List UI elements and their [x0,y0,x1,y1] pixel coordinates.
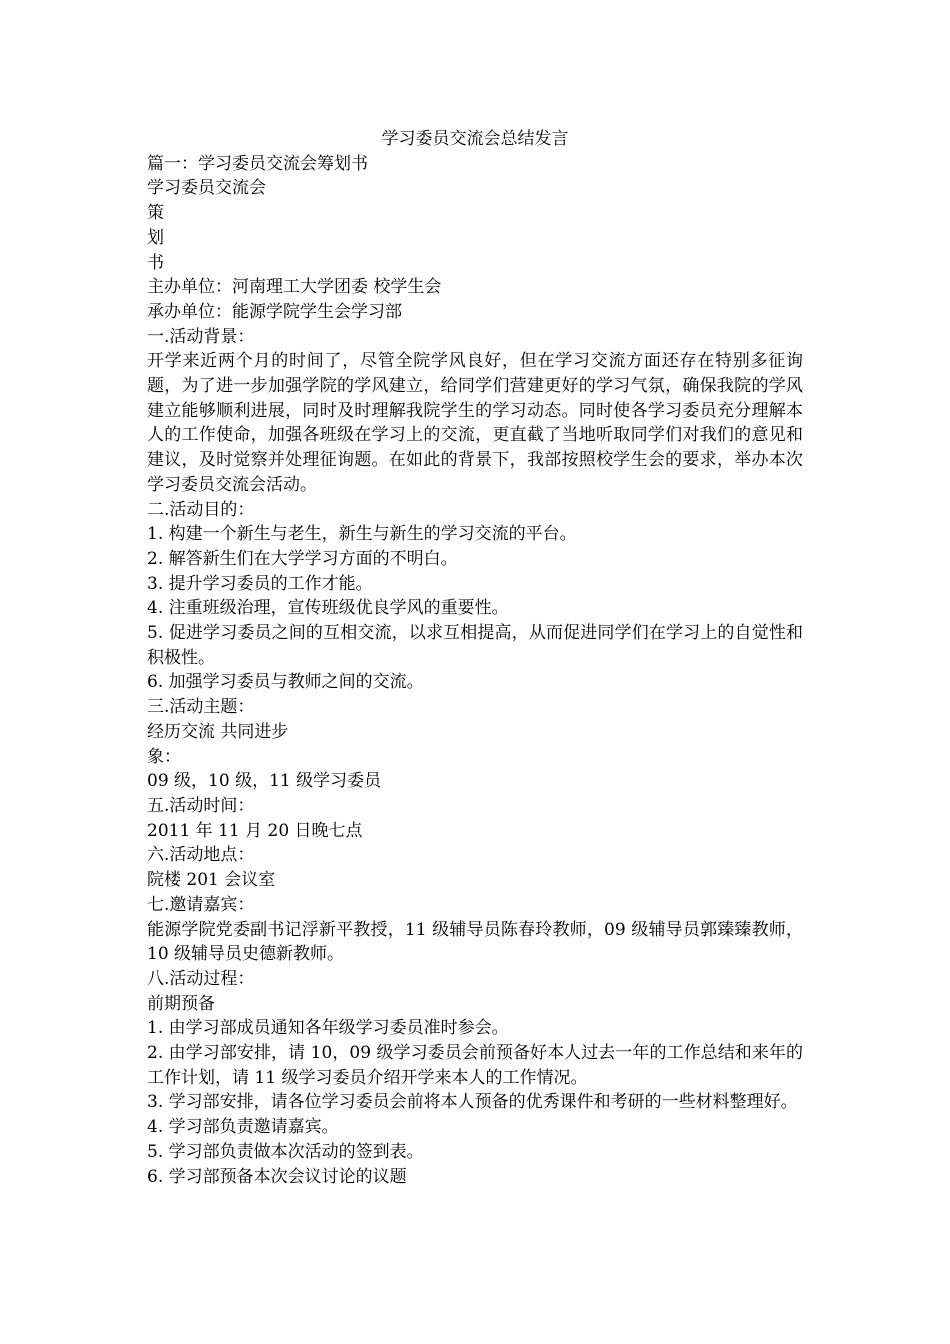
list-item: 4. 注重班级治理，宣传班级优良学风的重要性。 [147,598,509,619]
document-page [147,127,803,1189]
text-line: 策 [147,203,164,224]
text-line: 书 [147,252,164,273]
list-item: 2. 由学习部安排，请 10，09 级学习委员会前预备好本人过去一年的工作总结和来年的工作计划，请 11 级学习委员介绍开学来本人的工作情况。 [147,1043,803,1088]
section-heading: 一.活动背景： [147,326,255,347]
list-item: 3. 学习部安排，请各位学习委员会前将本人预备的优秀课件和考研的一些材料整理好。 [147,1092,798,1113]
list-item: 5. 学习部负责做本次活动的签到表。 [147,1141,424,1162]
list-item: 4. 学习部负责邀请嘉宾。 [147,1117,339,1138]
text-line: 划 [147,227,164,248]
list-item: 6. 学习部预备本次会议讨论的议题 [147,1166,407,1187]
document-title: 学习委员交流会总结发言 [381,129,569,149]
list-item: 2. 解答新生们在大学学习方面的不明白。 [147,548,458,569]
section-heading: 八.活动过程： [147,968,255,989]
text-line: 经历交流 共同进步 [147,721,289,742]
list-item: 5. 促进学习委员之间的互相交流，以求互相提高，从而促进同学们在学习上的自觉性和积极性。 [147,623,803,668]
list-item: 1. 构建一个新生与老生，新生与新生的学习交流的平台。 [147,524,577,545]
paragraph: 开学来近两个月的时间了，尽管全院学风良好，但在学习交流方面还存在特别多征询题，为了进一步加强学院的学风建立，给同学们营建更好的学习气氛，确保我院的学风建立能够顺利进展，同时及时理解我院学生的学习动态。同时使各学习委员充分理解本人的工作使命，加强各班级在学习上的交流，更直截了当地听取同学们对我们的意见和建议，及时觉察并处理征询题。在如此的背景下，我部按照校学生会的要求，举办本次学习委员交流会活动。 [147,351,803,495]
text-line: 承办单位：能源学院学生会学习部 [147,301,402,322]
section-heading: 二.活动目的： [147,499,255,520]
section-heading: 七.邀请嘉宾： [147,894,255,915]
text-line: 院楼 201 会议室 [147,870,276,891]
text-line: 主办单位：河南理工大学团委 校学生会 [147,277,442,298]
text-line: 09 级，10 级，11 级学习委员 [147,771,382,792]
list-item: 3. 提升学习委员的工作才能。 [147,573,373,594]
section-heading: 五.活动时间： [147,795,255,816]
paragraph: 能源学院党委副书记浮新平教授，11 级辅导员陈春玲教师，09 级辅导员郭臻臻教师，10 级辅导员史德新教师。 [147,919,803,965]
text-line: 2011 年 11 月 20 日晚七点 [147,820,363,841]
section-heading: 三.活动主题： [147,697,255,718]
text-line: 学习委员交流会 [147,178,266,199]
text-line: 前期预备 [147,993,215,1014]
section-heading: 篇一：学习委员交流会筹划书 [147,153,368,174]
list-item: 1. 由学习部成员通知各年级学习委员准时参会。 [147,1018,509,1039]
text-line: 象： [147,746,181,767]
section-heading: 六.活动地点： [147,845,255,866]
list-item: 6. 加强学习委员与教师之间的交流。 [147,672,424,693]
